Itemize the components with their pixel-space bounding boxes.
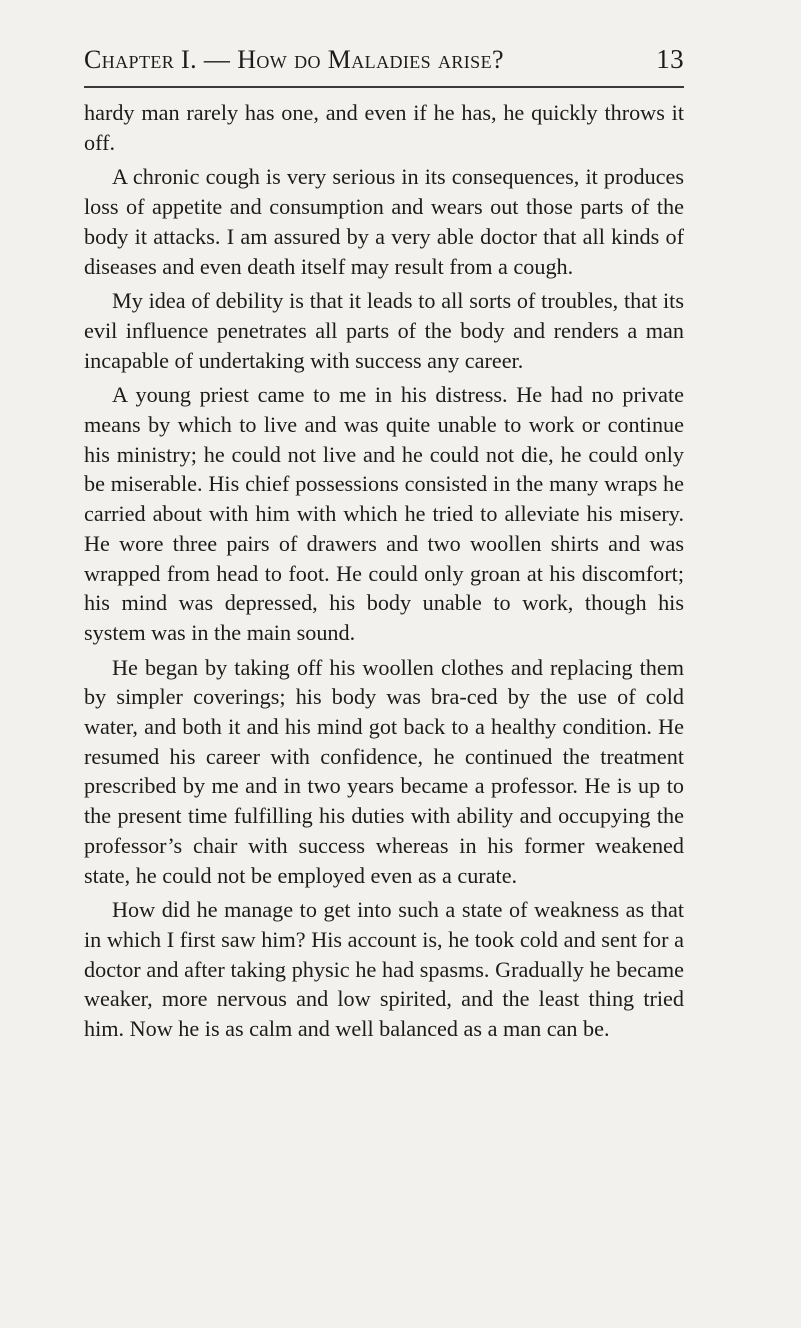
running-head <box>84 44 684 84</box>
body-text <box>84 98 684 1049</box>
paragraph-weakness-account: How did he manage to get into such a state of weakness as that in which I first saw him? His account is, he took cold and sent for a doctor and after taking physic he had spasms. Gradually he became weaker, more nervous and low spirited, and the least thing tried him. Now he is as calm and well balanced as a man can be. <box>84 897 684 1042</box>
paragraph-debility: My idea of debility is that it leads to all sorts of troubles, that its evil influence penetrates all parts of the body and renders a man incapable of undertaking with success any career. <box>84 288 684 373</box>
page-number: 13 <box>656 44 684 74</box>
paragraph-chronic-cough: A chronic cough is very serious in its consequences, it produces loss of appetite and consumption and wears out those parts of the body it attacks. I am assured by a very able doctor that all kinds of diseases and even death itself may result from a cough. <box>84 164 684 279</box>
header-rule <box>84 86 684 88</box>
paragraph-young-priest: A young priest came to me in his distress. He had no private means by which to live and was quite unable to work or continue his ministry; he could not live and he could not die, he could only be miserable. His chief possessions consisted in the many wraps he carried about with him with which he tried to alleviate his misery. He wore three pairs of drawers and two woollen shirts and was wrapped from head to foot. He could only groan at his discomfort; his mind was depressed, his body unable to work, though his system was in the main sound. <box>84 382 684 645</box>
paragraph-continued: hardy man rarely has one, and even if he has, he quickly throws it off. <box>84 100 684 155</box>
running-title: Chapter I. — How do Maladies arise? <box>84 45 504 74</box>
paragraph-treatment: He began by taking off his woollen clothes and replacing them by simpler coverings; his body was bra-ced by the use of cold water, and both it and his mind got back to a healthy condition. He resumed his career with confidence, he continued the treatment prescribed by me and in two years became a professor. He is up to the present time fulfilling his duties with ability and occupying the professor’s chair with success whereas in his former weakened state, he could not be employed even as a curate. <box>84 654 684 888</box>
